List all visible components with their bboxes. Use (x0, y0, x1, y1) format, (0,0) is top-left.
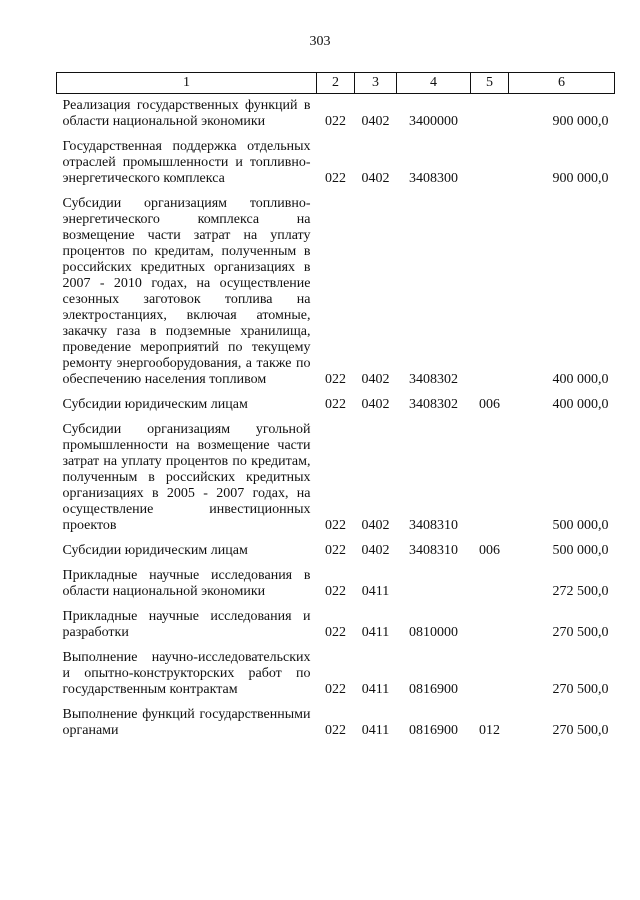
column-header: 3 (355, 73, 397, 94)
table-row (57, 94, 615, 131)
row-vr (471, 559, 509, 600)
row-vr: 006 (479, 543, 500, 558)
row-sum: 270 500,0 (552, 625, 609, 640)
table-row (57, 534, 615, 559)
header-row (57, 73, 615, 94)
row-csr: 3408310 (409, 543, 458, 558)
table-row (57, 698, 615, 739)
row-csr: 3408300 (409, 171, 458, 186)
row-ved: 022 (325, 518, 346, 533)
table-row (57, 413, 615, 534)
row-sum: 272 500,0 (552, 584, 609, 599)
row-sum: 400 000,0 (552, 397, 609, 412)
row-sum: 270 500,0 (552, 723, 609, 738)
row-sum: 900 000,0 (552, 114, 609, 129)
row-vr (471, 641, 509, 698)
row-sum: 900 000,0 (552, 171, 609, 186)
row-ved: 022 (325, 543, 346, 558)
row-name: Субсидии юридическим лицам (62, 543, 248, 558)
row-sum: 270 500,0 (552, 682, 609, 697)
row-csr: 0816900 (409, 723, 458, 738)
row-name: Прикладные научные исследования и разработки (62, 609, 311, 640)
row-csr: 3400000 (409, 114, 458, 129)
row-rz: 0402 (361, 397, 390, 412)
row-rz: 0411 (361, 584, 390, 599)
row-name: Субсидии организациям угольной промышленности на возмещение части затрат на уплату процентов по кредитам, полученным в российских кредитных организациях в 2005 - 2007 годах, на осуществление инвестиционных проектов (62, 422, 311, 533)
row-rz: 0402 (361, 114, 390, 129)
table-row (57, 600, 615, 641)
row-rz: 0402 (361, 518, 390, 533)
row-rz: 0402 (361, 171, 390, 186)
row-vr (471, 413, 509, 534)
row-csr: 0816900 (409, 682, 458, 697)
row-ved: 022 (325, 114, 346, 129)
page-number: 303 (309, 34, 331, 49)
row-sum: 500 000,0 (552, 543, 609, 558)
row-name: Субсидии организациям топливно-энергетического комплекса на возмещение части затрат на уплату процентов по кредитам, полученным в российских кредитных организациях в 2007 - 2010 годах, на осуществление сезонных заготовок топлива на электростанциях, включая атомные, закачку газа в подземные хранилища, проведение мероприятий по текущему ремонту энергооборудования, а также по обеспечению населения топливом (62, 196, 311, 387)
row-rz: 0411 (361, 682, 390, 697)
row-csr: 3408302 (409, 397, 458, 412)
row-name: Прикладные научные исследования в области национальной экономики (62, 568, 311, 599)
table-row (57, 641, 615, 698)
row-ved: 022 (325, 372, 346, 387)
row-vr (471, 94, 509, 131)
column-header: 5 (471, 73, 509, 94)
row-vr (471, 130, 509, 187)
column-header: 6 (509, 73, 615, 94)
table-row (57, 130, 615, 187)
row-name: Реализация государственных функций в области национальной экономики (62, 98, 311, 129)
column-header: 1 (57, 73, 317, 94)
row-name: Субсидии юридическим лицам (62, 397, 248, 412)
column-header: 4 (397, 73, 471, 94)
row-sum: 500 000,0 (552, 518, 609, 533)
row-vr (471, 187, 509, 388)
row-vr (471, 600, 509, 641)
row-vr: 012 (479, 723, 500, 738)
row-rz: 0411 (361, 625, 390, 640)
row-ved: 022 (325, 625, 346, 640)
row-name: Государственная поддержка отдельных отраслей промышленности и топливно-энергетического комплекса (62, 139, 311, 186)
row-rz: 0402 (361, 372, 390, 387)
table-row (57, 388, 615, 413)
row-sum: 400 000,0 (552, 372, 609, 387)
table-header (57, 73, 615, 94)
table-row (57, 187, 615, 388)
row-ved: 022 (325, 397, 346, 412)
column-header: 2 (317, 73, 355, 94)
row-ved: 022 (325, 682, 346, 697)
row-rz: 0411 (361, 723, 390, 738)
row-vr: 006 (479, 397, 500, 412)
row-ved: 022 (325, 723, 346, 738)
table-row (57, 559, 615, 600)
row-csr (397, 559, 471, 600)
row-rz: 0402 (361, 543, 390, 558)
row-name: Выполнение функций государственными органами (62, 707, 311, 738)
budget-table (56, 72, 615, 739)
table-body (57, 94, 615, 740)
row-ved: 022 (325, 584, 346, 599)
row-csr: 0810000 (409, 625, 458, 640)
row-csr: 3408310 (409, 518, 458, 533)
row-csr: 3408302 (409, 372, 458, 387)
row-name: Выполнение научно-исследовательских и опытно-конструкторских работ по государственным контрактам (62, 650, 311, 697)
row-ved: 022 (325, 171, 346, 186)
